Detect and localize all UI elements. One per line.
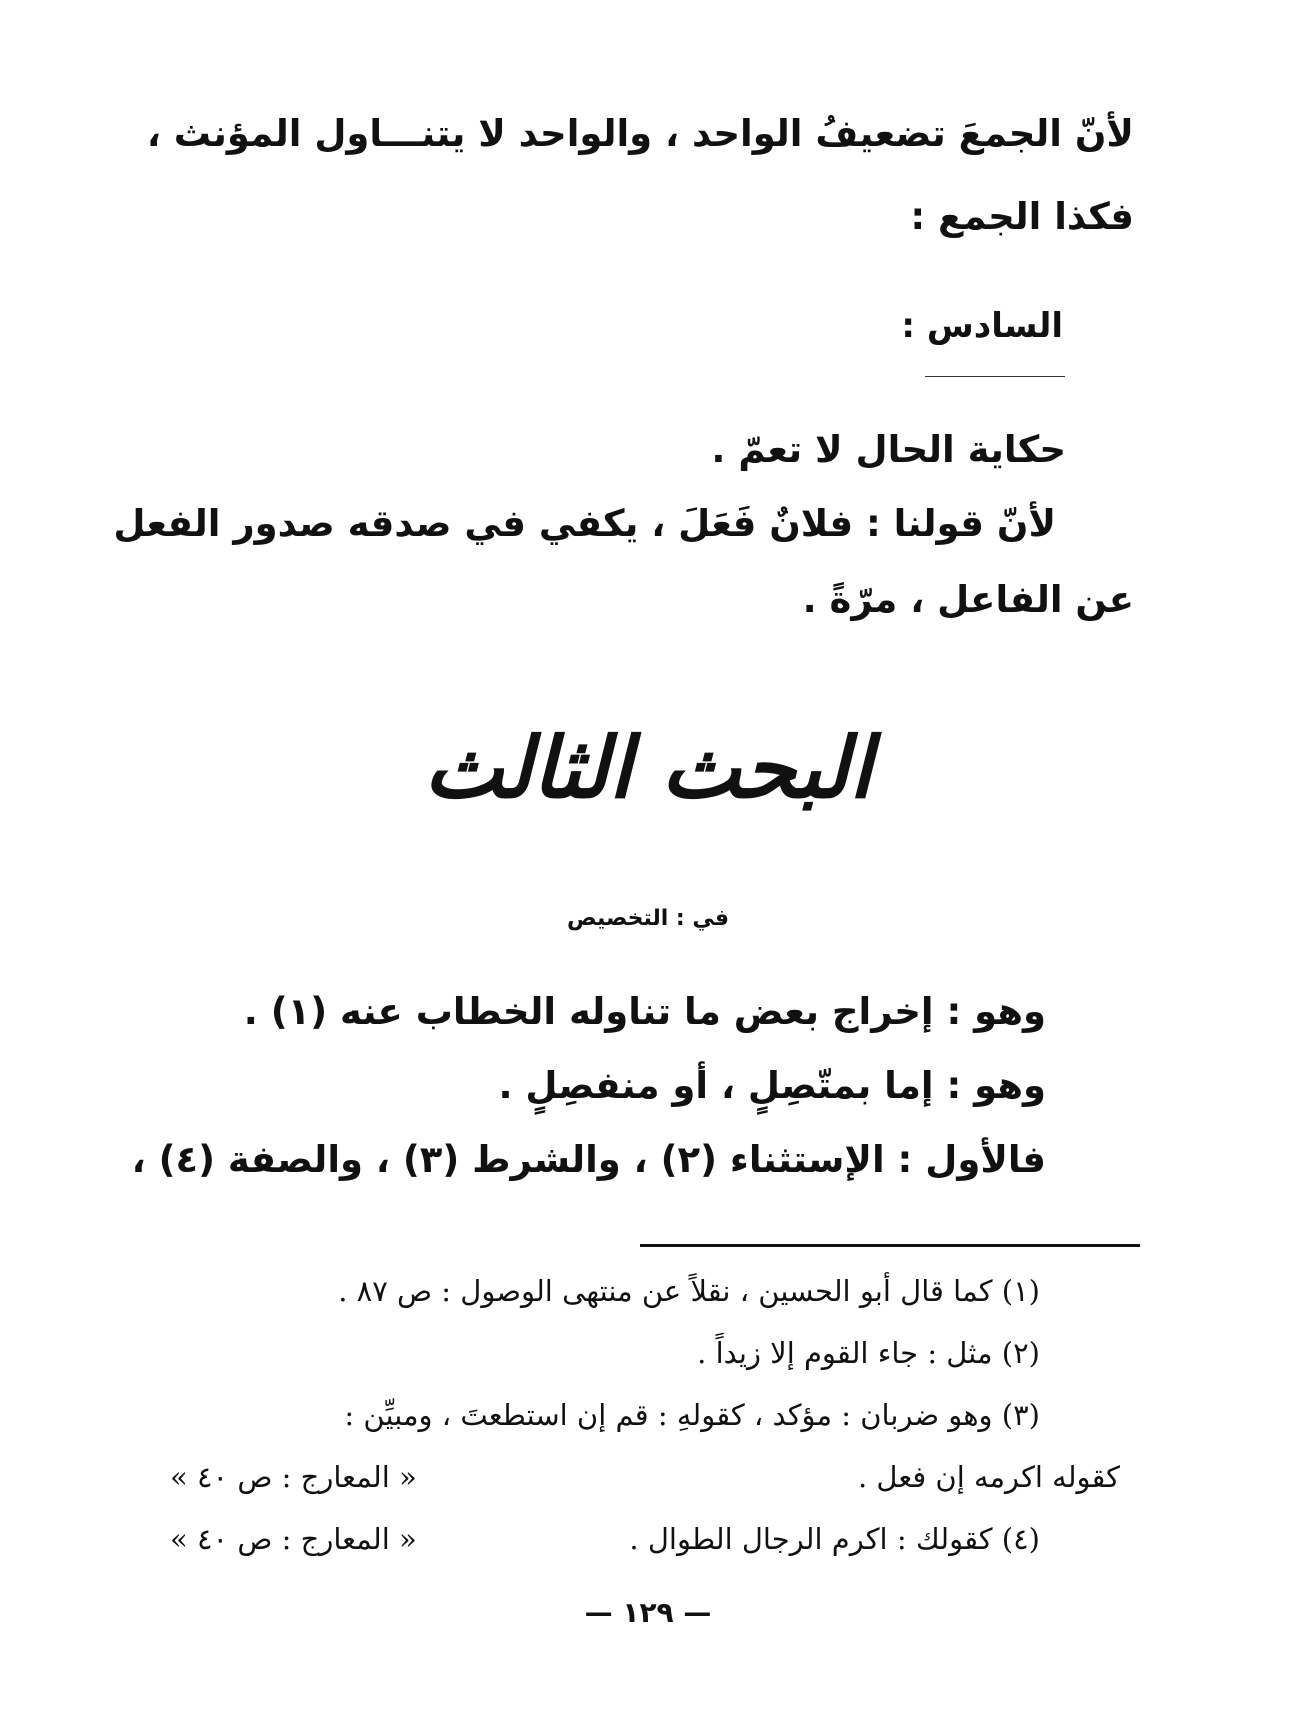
body-line-3: فالأول : الإستثناء (٢) ، والشرط (٣) ، والصفة (٤) ، — [131, 1138, 1046, 1181]
footnote-4: (٤) كقولك : اكرم الرجال الطوال . — [629, 1522, 1040, 1556]
section-six-underline — [925, 376, 1065, 377]
body-line-2: وهو : إما بمتّصِلٍ ، أو منفصِلٍ . — [498, 1064, 1046, 1107]
footnote-1: (١) كما قال أبو الحسين ، نقلاً عن منتهى الوصول : ص ٨٧ . — [338, 1274, 1040, 1308]
body-line-1: وهو : إخراج بعض ما تناوله الخطاب عنه (١) . — [243, 990, 1046, 1033]
footnote-separator — [640, 1244, 1140, 1247]
footnote-3-source: « المعارج : ص ٤٠ » — [170, 1460, 417, 1494]
section-six-heading-text: السادس : — [901, 306, 1063, 346]
six-paragraph-line-1: حكاية الحال لا تعمّ . — [711, 428, 1066, 471]
section-subtitle: في : التخصيص — [566, 906, 730, 931]
section-six-heading — [901, 306, 1063, 346]
top-paragraph-line-1: لأنّ الجمعَ تضعيفُ الواحد ، والواحد لا يتنـــاول المؤنث ، — [146, 112, 1134, 155]
six-paragraph-line-2: لأنّ قولنا : فلانٌ فَعَلَ ، يكفي في صدقه صدور الفعل — [113, 502, 1056, 545]
footnote-3: (٣) وهو ضربان : مؤكد ، كقولهِ : قم إن استطعتَ ، ومبيِّن : — [344, 1398, 1040, 1432]
footnote-4-source: « المعارج : ص ٤٠ » — [170, 1522, 417, 1556]
footnote-3-continuation: كقوله اكرمه إن فعل . — [857, 1460, 1120, 1494]
section-title: البحث الثالث — [423, 718, 873, 817]
page-number: — ١٢٩ — — [584, 1596, 712, 1629]
footnote-2: (٢) مثل : جاء القوم إلا زيداً . — [697, 1336, 1040, 1370]
six-paragraph-line-3: عن الفاعل ، مرّةً . — [802, 578, 1134, 621]
top-paragraph-line-2: فكذا الجمع : — [910, 195, 1134, 238]
